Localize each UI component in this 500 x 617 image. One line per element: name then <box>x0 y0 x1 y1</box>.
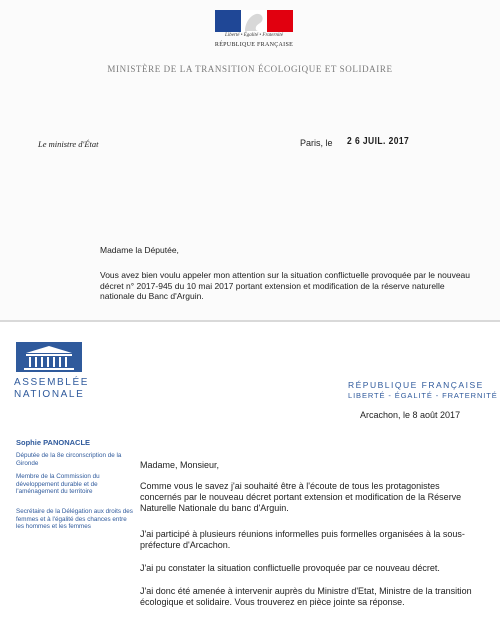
assemblee-building-logo <box>16 342 82 372</box>
place-date: Arcachon, le 8 août 2017 <box>360 410 461 420</box>
letter-body: Vous avez bien voulu appeler mon attention sur la situation conflictuelle provoquée par le nouveau décret n° 2017-945 du 10 mai 2017 portant extension et modification de la réserve naturelle nationale du Banc d'Arguin. <box>100 270 470 301</box>
logo-republic: RÉPUBLIQUE FRANÇAISE <box>214 42 294 48</box>
deputy-role: Secrétaire de la Délégation aux droits des femmes et à l'égalité des chances entre les hommes et les femmes <box>16 508 133 531</box>
sender: Le ministre d'État <box>38 139 99 149</box>
letter-paragraph: J'ai participé à plusieurs réunions informelles puis formelles organisées à la sous-préfecture d'Arcachon. <box>140 529 465 550</box>
republique-motto: LIBERTÉ - ÉGALITÉ - FRATERNITÉ <box>348 391 498 400</box>
letter-paragraph: J'ai pu constater la situation conflictuelle provoquée par ce nouveau décret. <box>140 563 440 573</box>
letter-paragraph: Comme vous le savez j'ai souhaité être à l'écoute de tous les protagonistes concernés par le nouveau décret portant extension et modification de la Réserve Naturelle Nationale du banc d'Arguin. <box>140 481 462 513</box>
deputy-name: Sophie PANONACLE <box>16 438 91 447</box>
salutation: Madame la Députée, <box>100 245 179 255</box>
logo-motto: Liberté • Égalité • Fraternité <box>225 33 283 38</box>
assemblee-name-line2: NATIONALE <box>14 389 85 400</box>
assemblee-letter <box>0 322 500 617</box>
deputy-role: Membre de la Commission du développement durable et de l'aménagement du territoire <box>16 473 100 496</box>
assemblee-name-line1: ASSEMBLÉE <box>14 377 89 388</box>
place-label: Paris, le <box>300 138 333 148</box>
salutation: Madame, Monsieur, <box>140 460 220 470</box>
republique-title: RÉPUBLIQUE FRANÇAISE <box>348 380 484 390</box>
letter-paragraph: J'ai donc été amenée à intervenir auprès du Ministre d'Etat, Ministre de la transition écologique et solidaire. Vous trouverez en pièce jointe sa réponse. <box>140 586 472 607</box>
deputy-role: Députée de la 8e circonscription de la Gironde <box>16 452 122 467</box>
stamp-date: 2 6 JUIL. 2017 <box>347 136 410 147</box>
ministry-title: MINISTÈRE DE LA TRANSITION ÉCOLOGIQUE ET SOLIDAIRE <box>107 64 393 74</box>
